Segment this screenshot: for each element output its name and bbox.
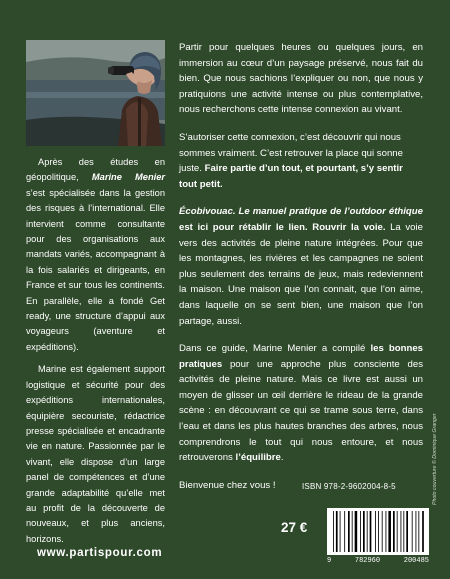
- barcode-digit-lead: 9: [327, 557, 332, 565]
- barcode-bars: [327, 508, 429, 555]
- blurb-text-2a: S’autoriser cette connexion, c’est découvrir qui nous sommes vraiment. C’est retrouver la place qui sonne juste.: [179, 131, 403, 175]
- blurb: [179, 40, 423, 505]
- photo-credit: Photo couverture © Dominique Granger: [432, 413, 438, 505]
- author-name: Marine Menier: [91, 172, 166, 183]
- blurb-paragraph-5: Bienvenue chez vous !: [179, 479, 276, 491]
- blurb-text-4c: pour une approche plus consciente des activités de pleine nature. Mais ce livre est aussi un moyen de glisser un œil derrière le rideau de la grande scène : en découvrant ce qui se trame sous terre, dans l’eau et dans les plus hautes branches des arbres, nous comprendrons le tout qui nous entoure, et nous retrouverons: [179, 358, 423, 464]
- blurb-text-4b: les bonnes pratiques: [179, 343, 423, 370]
- blurb-paragraph-3: [179, 204, 423, 329]
- author-photo-image: [26, 40, 165, 146]
- book-title: Écobivouac. Le manuel pratique de l’outdoor éthique: [179, 206, 423, 218]
- barcode-digits-left: 782960: [354, 557, 381, 565]
- blurb-paragraph-4: [179, 341, 423, 466]
- blurb-text-4a: Dans ce guide, Marine Menier a compilé: [179, 343, 371, 355]
- bio-text-1b: s’est spécialisée dans la gestion des risques à l’international. Elle intervient comme consultante pour des organisations aux mandats variés, accompagnant à la fois salariés et dirigeants, en France et sur tous les continents. En parallèle, elle a fondé Get ready, une structure d’appui aux voyageurs (aventure et expéditions).: [26, 187, 165, 352]
- price: 27 €: [281, 520, 308, 535]
- bio-paragraph-1: [26, 155, 165, 355]
- bio-paragraph-2: Marine est également support logistique et sécurité pour des expéditions internationales, équipière secouriste, rédactrice presse spécialisée et encadrante vie en nature. Passionnée par le vivant, elle dispose d’un large panel de compétences et d’une grande adaptabilité qu’elle met au profit de la découverte de nouveaux, et plus anciens, horizons.: [26, 364, 165, 544]
- barcode: [327, 508, 429, 555]
- barcode-digits-right: 200485: [403, 557, 429, 565]
- bio-text-1a: Après des études en géopolitique,: [26, 157, 165, 183]
- barcode-digits: [327, 557, 429, 565]
- author-bio: [26, 155, 165, 554]
- blurb-text-4e: .: [280, 452, 284, 464]
- isbn: ISBN 978-2-9602004-8-5: [302, 482, 396, 491]
- blurb-text-3c: La voie vers des activités de pleine nature intégrées. Pour que les montagnes, les rivières et les campagnes ne soient plus seulement des terrains de jeux, mais redeviennent la maison. Une maison que l’on connait, que l’on aime, dans laquelle on se sent bien, une maison que l’on partage, aussi.: [179, 221, 423, 327]
- blurb-paragraph-1: Partir pour quelques heures ou quelques jours, en immersion au cœur d’un paysage préservé, nous fait du bien. Que nous sachions l’expliquer ou non, que nous y pratiquions une activité intense ou plus contemplative, nous recherchons cette intense connexion au vivant.: [179, 42, 423, 116]
- blurb-text-3b: est ici pour rétablir le lien. Rouvrir la voie.: [179, 221, 386, 233]
- blurb-paragraph-2: [179, 130, 423, 192]
- author-photo: [26, 40, 165, 146]
- blurb-text-2b: Faire partie d’un tout, et pourtant, s’y sentir tout petit.: [179, 163, 403, 190]
- blurb-text-4d: l’équilibre: [235, 452, 281, 464]
- website-url[interactable]: www.partispour.com: [37, 547, 163, 559]
